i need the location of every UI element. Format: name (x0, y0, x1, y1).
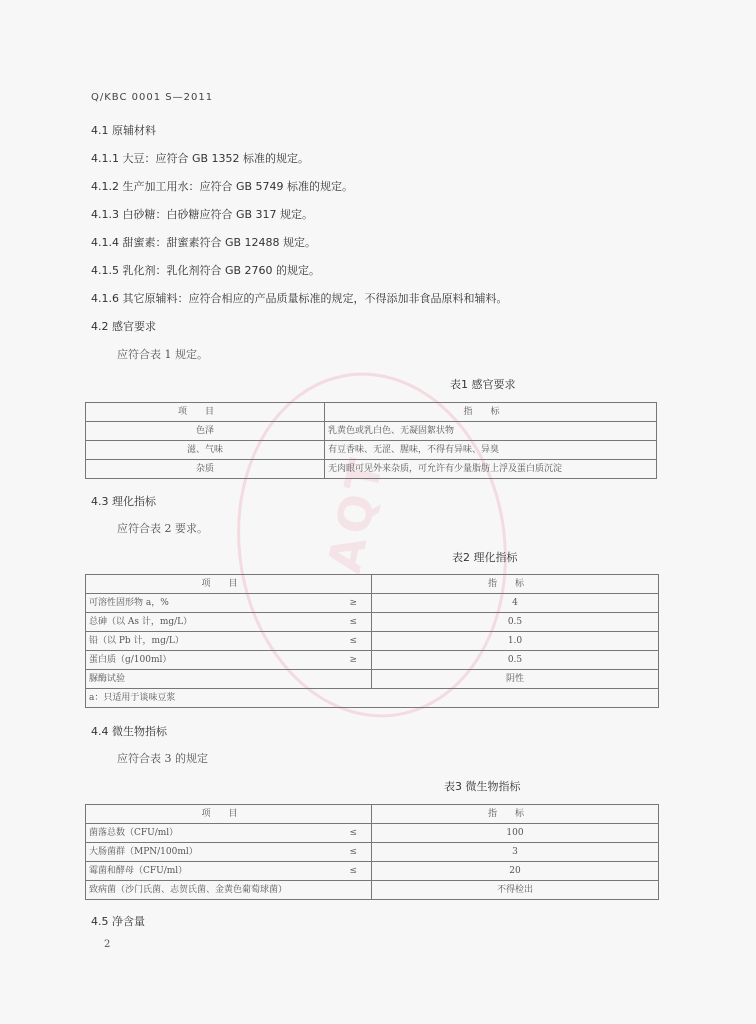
table-cell-operator: ≥ (302, 651, 372, 670)
table-cell: 杂质 (86, 460, 325, 479)
table-cell: 有豆香味、无涩、腥味，不得有异味、异臭 (325, 441, 657, 460)
table-header-row (86, 403, 657, 422)
table-cell: 0.5 (372, 613, 659, 632)
table-row (86, 632, 659, 651)
table-cell: 铅（以 Pb 计，mg/L） (86, 632, 303, 651)
table-cell: 致病菌（沙门氏菌、志贺氏菌、金黄色葡萄球菌） (86, 881, 333, 900)
table-cell-operator: ≤ (332, 843, 372, 862)
table-header-cell: 指标 (325, 403, 657, 422)
table-row (86, 594, 659, 613)
table-row (86, 651, 659, 670)
table-header-cell: 指标 (372, 575, 659, 594)
table-row (86, 843, 659, 862)
section-item: 4.1.3 白砂糖：白砂糖应符合 GB 317 规定。 (91, 208, 314, 221)
table-cell-operator (302, 670, 372, 689)
table-cell-operator: ≥ (302, 594, 372, 613)
table-footnote: a：只适用于谈味豆浆 (86, 689, 659, 708)
table-2-physicochemical (85, 574, 659, 708)
table-footnote-row (86, 689, 659, 708)
page-number: 2 (104, 939, 111, 950)
table-cell-operator: ≤ (332, 824, 372, 843)
table-3-microbial (85, 804, 659, 900)
table-1-caption: 表1 感官要求 (450, 378, 516, 391)
table-cell-operator: ≤ (332, 862, 372, 881)
section-4-2-text: 应符合表 1 规定。 (117, 348, 208, 361)
table-cell-operator (332, 881, 372, 900)
table-2-caption: 表2 理化指标 (452, 551, 518, 564)
table-3-caption: 表3 微生物指标 (444, 780, 521, 793)
table-cell: 脲酶试验 (86, 670, 303, 689)
table-cell: 4 (372, 594, 659, 613)
table-cell: 阴性 (372, 670, 659, 689)
table-row (86, 862, 659, 881)
table-cell: 色泽 (86, 422, 325, 441)
table-cell: 20 (372, 862, 659, 881)
table-row (86, 670, 659, 689)
table-cell: 3 (372, 843, 659, 862)
section-4-1-heading: 4.1 原辅材料 (91, 124, 156, 137)
table-cell: 霉菌和酵母（CFU/ml） (86, 862, 333, 881)
table-header-row (86, 575, 659, 594)
section-item: 4.1.1 大豆：应符合 GB 1352 标准的规定。 (91, 152, 310, 165)
seal-text: AQT (316, 450, 395, 578)
table-cell: 100 (372, 824, 659, 843)
table-row (86, 824, 659, 843)
section-item: 4.1.2 生产加工用水：应符合 GB 5749 标准的规定。 (91, 180, 354, 193)
table-row (86, 881, 659, 900)
table-cell-operator: ≤ (302, 613, 372, 632)
section-4-2-heading: 4.2 感官要求 (91, 320, 156, 333)
section-item: 4.1.4 甜蜜素：甜蜜素符合 GB 12488 规定。 (91, 236, 317, 249)
table-row (86, 422, 657, 441)
table-row (86, 613, 659, 632)
table-cell: 大肠菌群（MPN/100ml） (86, 843, 333, 862)
table-cell: 无肉眼可见外来杂质，可允许有少量脂肪上浮及蛋白质沉淀 (325, 460, 657, 479)
table-cell-operator: ≤ (302, 632, 372, 651)
table-row (86, 460, 657, 479)
table-1-sensory (85, 402, 657, 479)
table-cell: 乳黄色或乳白色、无凝固絮状物 (325, 422, 657, 441)
table-header-cell: 指标 (372, 805, 659, 824)
section-4-4-heading: 4.4 微生物指标 (91, 725, 167, 738)
table-cell: 滋、气味 (86, 441, 325, 460)
table-cell: 菌落总数（CFU/ml） (86, 824, 333, 843)
section-4-3-heading: 4.3 理化指标 (91, 495, 156, 508)
document-code: Q/KBC 0001 S—2011 (91, 92, 214, 103)
table-row (86, 441, 657, 460)
table-cell: 0.5 (372, 651, 659, 670)
section-item: 4.1.6 其它原辅料：应符合相应的产品质量标准的规定，不得添加非食品原料和辅料。 (91, 292, 508, 305)
table-cell: 不得检出 (372, 881, 659, 900)
table-cell: 蛋白质（g/100ml） (86, 651, 303, 670)
table-header-row (86, 805, 659, 824)
table-cell: 可溶性固形物 a，% (86, 594, 303, 613)
table-header-cell: 项目 (86, 403, 325, 422)
table-header-cell: 项目 (86, 805, 372, 824)
table-cell: 总砷（以 As 计，mg/L） (86, 613, 303, 632)
section-4-3-text: 应符合表 2 要求。 (117, 522, 208, 535)
table-header-cell: 项目 (86, 575, 372, 594)
section-item: 4.1.5 乳化剂：乳化剂符合 GB 2760 的规定。 (91, 264, 321, 277)
section-4-5-heading: 4.5 净含量 (91, 915, 145, 928)
section-4-4-text: 应符合表 3 的规定 (117, 752, 208, 765)
table-cell: 1.0 (372, 632, 659, 651)
